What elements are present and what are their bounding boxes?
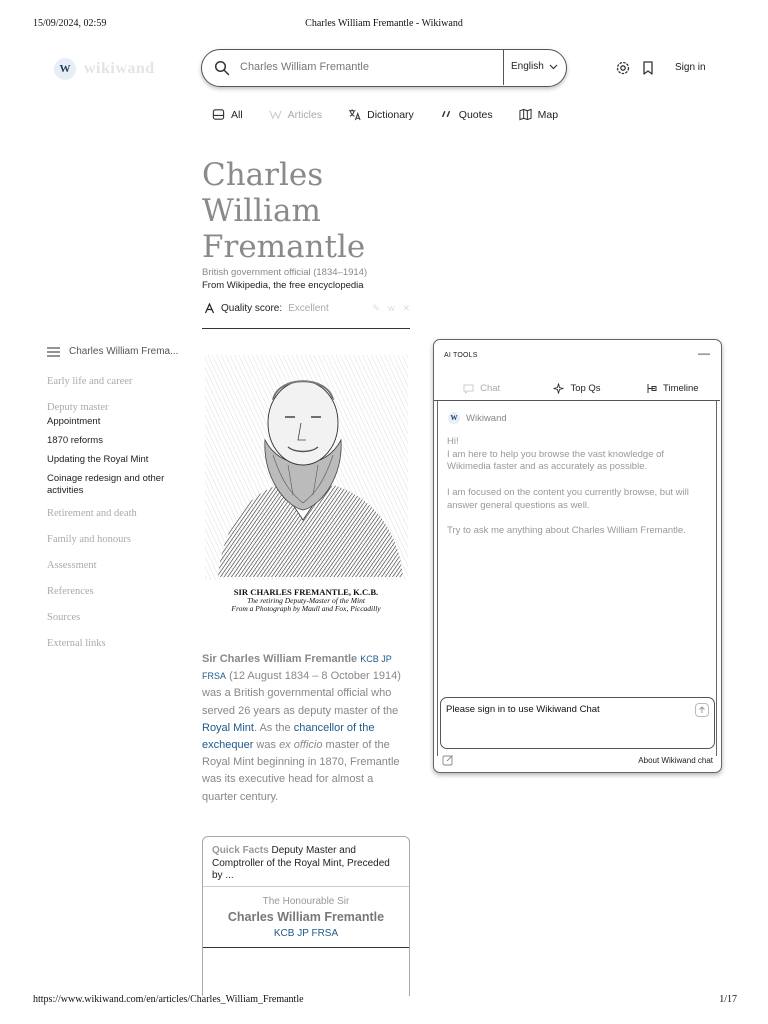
bookmark-icon[interactable]: [641, 60, 655, 76]
table-of-contents: [47, 376, 187, 650]
tab-chat[interactable]: [434, 376, 529, 400]
send-button[interactable]: [695, 703, 709, 717]
lead-text: master of the Royal Mint beginning in 1870, Fremantle was its executive head for almost a quarter century.: [202, 739, 400, 803]
portrait-caption-line: From a Photograph by Maull and Fox, Piccadilly: [231, 604, 381, 613]
toc-title: Charles William Frema...: [69, 346, 179, 357]
wikiwand-icon: [269, 108, 282, 121]
sparkle-icon: [553, 383, 564, 394]
chat-input-placeholder: Please sign in to use Wikiwand Chat: [446, 704, 600, 715]
edit-icon[interactable]: [442, 754, 454, 766]
short-description: British government official (1834–1914): [202, 267, 368, 278]
chat-message: I am focused on the content you currently browse, but will answer general questions as well.: [447, 487, 689, 511]
print-title: Charles William Fremantle - Wikiwand: [305, 18, 463, 29]
article-source: From Wikipedia, the free encyclopedia: [202, 280, 364, 291]
tab-label: Articles: [287, 108, 323, 121]
chat-message: Try to ask me anything about Charles William Fremantle.: [447, 525, 686, 536]
tab-quotes[interactable]: [440, 108, 493, 121]
quality-score-label: Quality score:: [221, 303, 283, 314]
arrow-up-icon: [698, 706, 706, 714]
toc-subitem[interactable]: Appointment: [47, 416, 101, 427]
lead-italic: ex officio: [279, 739, 323, 752]
quick-facts[interactable]: [212, 845, 397, 883]
wikiwand-logo[interactable]: [54, 58, 155, 80]
infobox-divider: [203, 886, 409, 887]
toc-item[interactable]: Early life and career: [47, 376, 133, 387]
quick-facts-text: Deputy Master and Comptroller of the Royal Mint, Preceded by ...: [212, 845, 390, 881]
article-actions: [372, 303, 410, 314]
font-size-icon: [204, 303, 215, 314]
tab-timeline[interactable]: [625, 376, 720, 400]
chevron-down-icon: [549, 64, 558, 70]
tab-label: Chat: [480, 382, 501, 394]
about-wikiwand-chat-link[interactable]: About Wikiwand chat: [638, 756, 713, 765]
wikiwand-logo-text: wikiwand: [84, 60, 155, 77]
toc-item[interactable]: External links: [47, 638, 106, 649]
share-icon[interactable]: ✕: [402, 303, 410, 313]
chancellor-link[interactable]: chancellor of the exchequer: [202, 721, 375, 752]
postnominals-link[interactable]: KCB JP FRSA: [202, 654, 392, 682]
tab-all[interactable]: [212, 108, 243, 121]
portrait-caption-line: The retiring Deputy-Master of the Mint: [247, 596, 365, 605]
royal-mint-link[interactable]: Royal Mint: [202, 721, 254, 734]
tab-label: Map: [537, 108, 559, 121]
search-divider: [503, 50, 504, 85]
chat-icon: [463, 383, 474, 394]
ai-tools-panel: [433, 339, 722, 773]
lead-text: . As the: [253, 721, 294, 734]
tab-label: Quotes: [458, 108, 493, 121]
chat-message: Hi! I am here to help you browse the vast knowledge of Wikimedia faster and as accurately as possible.: [447, 436, 665, 472]
toc-subitem[interactable]: Coinage redesign and other activities: [47, 473, 165, 496]
tab-dictionary[interactable]: [348, 108, 414, 121]
wikiwand-icon[interactable]: w: [387, 303, 395, 313]
tab-top-qs[interactable]: [529, 376, 624, 400]
print-date: 15/09/2024, 02:59: [33, 18, 107, 29]
toc-item[interactable]: Retirement and death: [47, 508, 137, 519]
quick-facts-label: Quick Facts: [212, 845, 269, 856]
infobox-name: Charles William Fremantle: [227, 910, 385, 924]
quality-score-value: Excellent: [288, 303, 329, 314]
search-icon: [214, 60, 230, 76]
wikiwand-logo-icon: W: [54, 58, 76, 80]
article-title-line: Fremantle: [202, 229, 366, 265]
toc-subitem[interactable]: 1870 reforms: [47, 435, 103, 446]
lead-text: was: [253, 739, 280, 752]
chat-brand: [448, 412, 507, 424]
lead-text: (12 August 1834 – 8 October 1914) was a British governmental official who served 26 years as deputy master of the: [202, 670, 401, 717]
edit-icon[interactable]: ✎: [372, 303, 380, 313]
search-input[interactable]: Charles William Fremantle: [240, 61, 369, 73]
ai-tools-title: AI TOOLS: [444, 352, 478, 359]
inbox-icon: [212, 108, 225, 121]
chat-brand-label: Wikiwand: [466, 412, 507, 424]
toc-item[interactable]: Deputy master: [47, 402, 109, 413]
gear-icon[interactable]: [615, 60, 631, 76]
toc-item[interactable]: Assessment: [47, 560, 97, 571]
infobox-postnominals[interactable]: KCB JP FRSA: [273, 928, 339, 939]
wikiwand-icon: W: [448, 412, 460, 424]
language-select[interactable]: [511, 61, 558, 72]
tab-map[interactable]: [519, 108, 558, 121]
tab-label: Top Qs: [570, 382, 601, 394]
print-page-number: 1/17: [719, 994, 737, 1005]
subject-name: Sir Charles William Fremantle: [202, 653, 358, 665]
map-icon: [519, 108, 532, 121]
menu-icon: [47, 347, 60, 357]
quality-score[interactable]: [204, 303, 410, 314]
minimize-button[interactable]: —: [698, 346, 710, 360]
portrait-caption-line: SIR CHARLES FREMANTLE, K.C.B.: [233, 587, 379, 597]
tab-label: Timeline: [663, 382, 699, 394]
article-title-line: Charles: [202, 157, 324, 193]
infobox: [202, 836, 410, 996]
ai-tools-tabs: [434, 376, 720, 400]
search-type-tabs: [212, 108, 584, 121]
toc-subitem[interactable]: Updating the Royal Mint: [47, 454, 149, 465]
toc-item[interactable]: Family and honours: [47, 534, 131, 545]
toc-header[interactable]: [47, 346, 192, 357]
toc-item[interactable]: References: [47, 586, 94, 597]
search-bar[interactable]: [201, 49, 567, 87]
chat-input[interactable]: [440, 697, 715, 749]
tab-label: Dictionary: [367, 108, 414, 121]
article-title-line: William: [202, 193, 321, 229]
portrait-image[interactable]: [203, 345, 410, 620]
toc-item[interactable]: Sources: [47, 612, 81, 623]
quote-icon: [440, 108, 453, 121]
timeline-icon: [646, 383, 657, 394]
language-label: English: [511, 61, 544, 72]
infobox-divider: [203, 947, 409, 948]
title-divider: [202, 328, 410, 329]
lead-paragraph: [202, 651, 410, 806]
tab-label: All: [231, 108, 243, 121]
article-title: [202, 157, 422, 265]
tab-articles[interactable]: [269, 108, 322, 121]
translate-icon: [348, 108, 361, 121]
print-url: https://www.wikiwand.com/en/articles/Charles_William_Fremantle: [33, 994, 304, 1005]
infobox-honorific: The Honourable Sir: [262, 896, 350, 907]
sign-in-button[interactable]: Sign in: [675, 62, 706, 73]
